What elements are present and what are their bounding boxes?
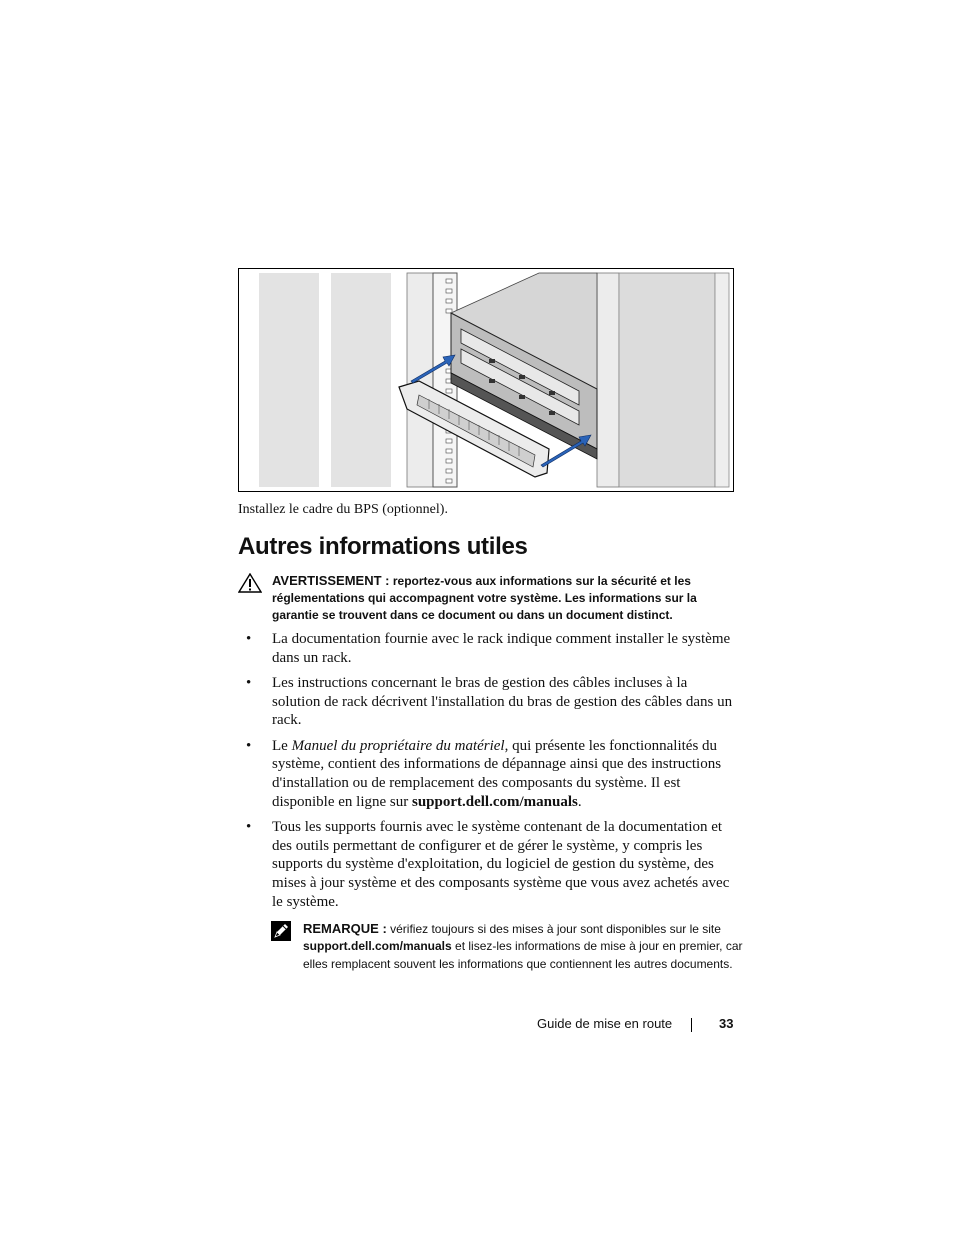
list-item-prefix: Le: [272, 737, 292, 754]
note-text: [303, 920, 743, 973]
list-item: • Les instructions concernant le bras de gestion des câbles incluses à la solution de rack décrivent l'installation du bras de gestion des câbles dans un rack.: [246, 674, 733, 729]
manuals-link[interactable]: support.dell.com/manuals: [411, 793, 578, 810]
warning-text: [272, 572, 738, 624]
section-heading: Autres informations utiles: [238, 533, 528, 560]
note-manuals-link[interactable]: support.dell.com/manuals: [303, 939, 452, 954]
footer-title: Guide de mise en route: [537, 1016, 673, 1031]
resources-list: [238, 630, 738, 918]
list-item: • Tous les supports fournis avec le système contenant de la documentation et des outils permettant de configurer et de gérer le système, y compris les supports du système d'exploitation, du logiciel de gestion du système, des mises à jour système et des composants système que vous avez achetés avec le système.: [246, 818, 730, 910]
list-item: • La documentation fournie avec le rack indique comment installer le système dans un rack.: [246, 631, 731, 666]
note-body-post: et lisez-les informations de mise à jour en premier, car elles remplacent souvent les informations que contiennent les autres documents.: [303, 939, 743, 971]
warning-triangle-icon: [238, 573, 262, 593]
list-item-text: Les instructions concernant le bras de gestion des câbles incluses à la solution de rack décrivent l'installation du bras de gestion des câbles dans un rack.: [272, 674, 733, 729]
rack-illustration: [238, 268, 734, 492]
list-item: • Le Manuel du propriétaire du matériel, qui présente les fonctionnalités du système, contient des informations de dépannage ainsi que des instructions d'installation ou de remplacement des composants du système. Il est disponible en ligne sur support.dell.com/manuals.: [246, 737, 722, 810]
warning-label: AVERTISSEMENT :: [272, 573, 390, 588]
figure-caption: Installez le cadre du BPS (optionnel).: [238, 502, 448, 517]
warning-body: reportez-vous aux informations sur la sécurité et les réglementations qui accompagnent votre système. Les informations sur la garantie se trouvent dans ce document ou dans un document distinct.: [272, 574, 697, 622]
manual-title: Manuel du propriétaire du matériel: [291, 737, 505, 754]
note-label: REMARQUE :: [303, 921, 387, 936]
list-item-text: La documentation fournie avec le rack indique comment installer le système dans un rack.: [272, 631, 731, 666]
list-item-text: , qui présente les fonctionnalités du système, contient des informations de dépannage ainsi que des instructions d'installation ou de remplacement des composants du système. Il est disponible en ligne sur: [272, 737, 722, 810]
list-item-text: Tous les supports fournis avec le système contenant de la documentation et des outils permettant de configurer et de gérer le système, y compris les supports du système d'exploitation, du logiciel de gestion du système, des mises à jour système et des composants système que vous avez achetés avec le système.: [272, 818, 730, 910]
note-body-pre: vérifiez toujours si des mises à jour sont disponibles sur le site: [386, 922, 721, 936]
page-number: 33: [719, 1016, 734, 1031]
list-item-suffix: .: [577, 793, 582, 810]
note-pencil-icon: [270, 920, 292, 942]
footer-divider: [691, 1018, 692, 1032]
